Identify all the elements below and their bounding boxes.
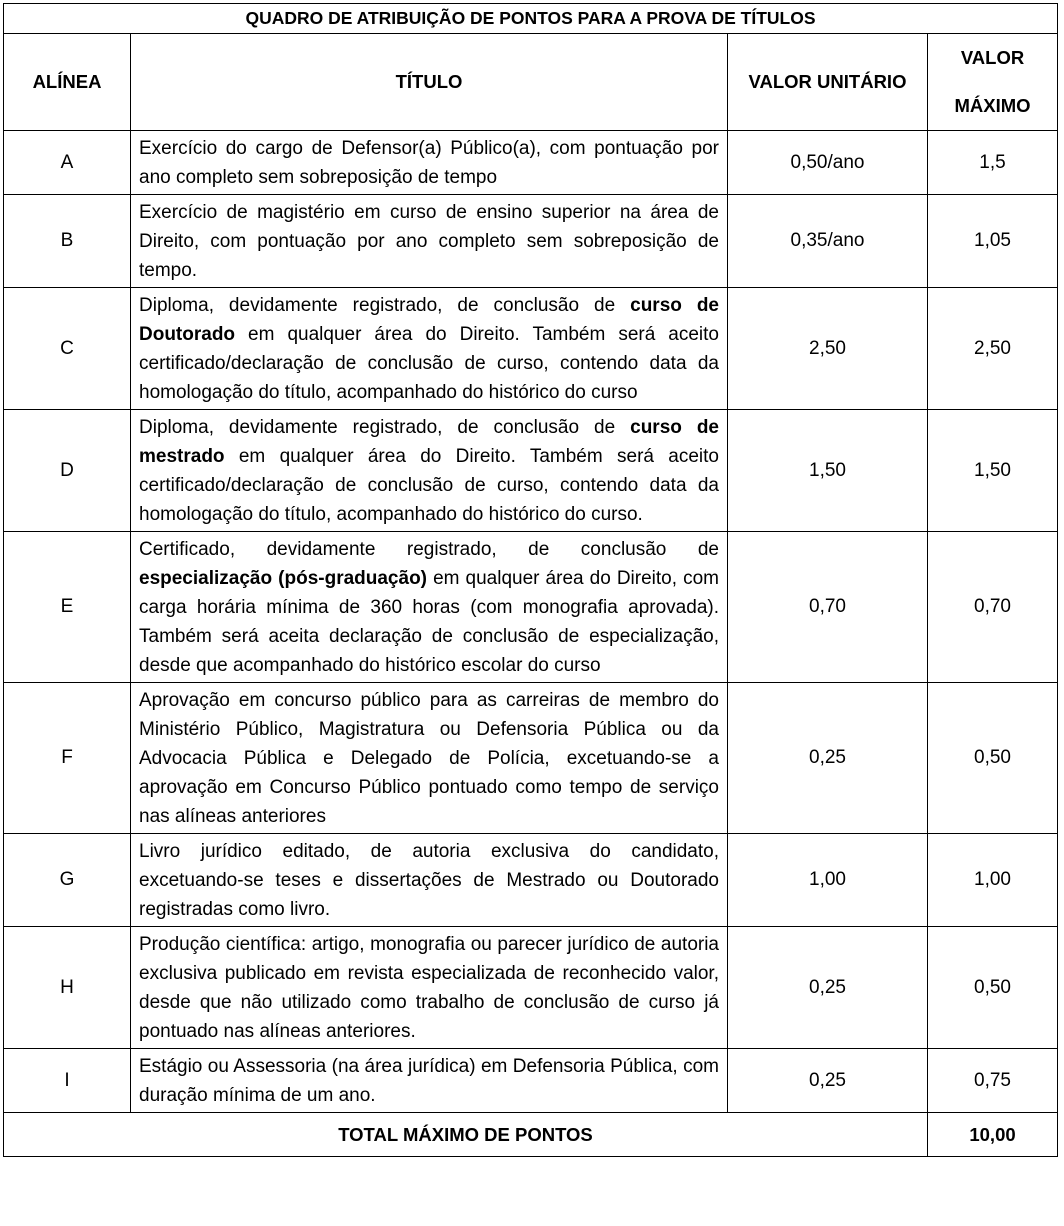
row-titulo-text: Diploma, devidamente registrado, de conclusão de: [139, 417, 631, 438]
table-row: [4, 195, 1058, 288]
row-titulo: [131, 927, 728, 1049]
table-row: [4, 131, 1058, 195]
table-row: [4, 288, 1058, 410]
row-valor-unitario: 0,25: [728, 927, 928, 1049]
total-label: TOTAL MÁXIMO DE PONTOS: [4, 1113, 928, 1157]
row-titulo-text: em qualquer área do Direito, com carga horária mínima de 360 horas (com monografia aprovada). Também será aceita declaração de conclusão de especialização, desde que acompanhado do histórico escolar do curso: [139, 568, 719, 676]
row-titulo-text: Exercício do cargo de Defensor(a) Público(a), com pontuação por ano completo sem sobreposição de tempo: [139, 138, 719, 188]
header-alinea: ALÍNEA: [4, 34, 131, 131]
points-table: [3, 3, 1058, 1157]
table-row: [4, 927, 1058, 1049]
row-valor-unitario: 1,00: [728, 834, 928, 927]
row-titulo-text: Livro jurídico editado, de autoria exclusiva do candidato, excetuando-se teses e dissertações de Mestrado ou Doutorado registradas como livro.: [139, 841, 719, 920]
table-row: [4, 834, 1058, 927]
row-titulo-text: Exercício de magistério em curso de ensino superior na área de Direito, com pontuação por ano completo sem sobreposição de tempo.: [139, 202, 719, 281]
row-titulo: [131, 195, 728, 288]
row-valor-unitario: 0,25: [728, 683, 928, 834]
row-valor-maximo: 1,5: [928, 131, 1058, 195]
table-row: [4, 410, 1058, 532]
row-valor-maximo: 0,50: [928, 927, 1058, 1049]
row-titulo-text: Aprovação em concurso público para as carreiras de membro do Ministério Público, Magistratura ou Defensoria Pública ou da Advocacia Pública e Delegado de Polícia, excetuando-se a aprovação em Concurso Público pontuado como tempo de serviço nas alíneas anteriores: [139, 690, 719, 827]
row-alinea: C: [4, 288, 131, 410]
table-header-row: [4, 34, 1058, 131]
row-valor-maximo: 2,50: [928, 288, 1058, 410]
row-valor-unitario: 0,25: [728, 1049, 928, 1113]
row-valor-maximo: 0,75: [928, 1049, 1058, 1113]
table-row: [4, 532, 1058, 683]
row-titulo: [131, 834, 728, 927]
header-valor-maximo: [928, 34, 1058, 131]
header-valor-maximo-line1: VALOR: [960, 47, 1025, 68]
header-valor-unitario: VALOR UNITÁRIO: [728, 34, 928, 131]
row-valor-unitario: 0,35/ano: [728, 195, 928, 288]
total-row: [4, 1113, 1058, 1157]
table-row: [4, 683, 1058, 834]
row-alinea: A: [4, 131, 131, 195]
row-titulo: [131, 131, 728, 195]
row-alinea: F: [4, 683, 131, 834]
row-valor-unitario: 2,50: [728, 288, 928, 410]
row-titulo-text: Estágio ou Assessoria (na área jurídica) em Defensoria Pública, com duração mínima de um ano.: [139, 1056, 719, 1106]
row-valor-unitario: 0,50/ano: [728, 131, 928, 195]
row-valor-maximo: 1,50: [928, 410, 1058, 532]
row-titulo-text: em qualquer área do Direito. Também será aceito certificado/declaração de conclusão de curso, contendo data da homologação do título, acompanhado do histórico do curso.: [139, 446, 719, 525]
total-value: 10,00: [928, 1113, 1058, 1157]
row-titulo-bold-text: curso de mestrado: [139, 417, 719, 467]
row-valor-unitario: 1,50: [728, 410, 928, 532]
row-titulo-text: em qualquer área do Direito. Também será aceito certificado/declaração de conclusão de curso, contendo data da homologação do título, acompanhado do histórico do curso: [139, 324, 719, 403]
row-valor-unitario: 0,70: [728, 532, 928, 683]
row-alinea: G: [4, 834, 131, 927]
header-titulo: TÍTULO: [131, 34, 728, 131]
row-titulo-text: Diploma, devidamente registrado, de conclusão de: [139, 295, 631, 316]
row-valor-maximo: 1,00: [928, 834, 1058, 927]
row-alinea: B: [4, 195, 131, 288]
row-alinea: E: [4, 532, 131, 683]
row-alinea: I: [4, 1049, 131, 1113]
row-titulo: [131, 410, 728, 532]
header-valor-maximo-line2: MÁXIMO: [954, 95, 1031, 116]
row-alinea: H: [4, 927, 131, 1049]
row-titulo-bold-text: especialização (pós-graduação): [139, 568, 427, 589]
table-title-row: [4, 4, 1058, 34]
row-titulo: [131, 1049, 728, 1113]
row-titulo: [131, 683, 728, 834]
row-titulo-text: Produção científica: artigo, monografia ou parecer jurídico de autoria exclusiva publicado em revista especializada de reconhecido valor, desde que não utilizado como trabalho de conclusão de curso já pontuado nas alíneas anteriores.: [139, 934, 719, 1042]
row-valor-maximo: 1,05: [928, 195, 1058, 288]
row-titulo-text: Certificado, devidamente registrado, de conclusão de: [139, 539, 719, 560]
points-table-body: [4, 4, 1058, 1157]
row-valor-maximo: 0,70: [928, 532, 1058, 683]
table-title: QUADRO DE ATRIBUIÇÃO DE PONTOS PARA A PROVA DE TÍTULOS: [4, 4, 1058, 34]
row-titulo: [131, 288, 728, 410]
row-alinea: D: [4, 410, 131, 532]
table-row: [4, 1049, 1058, 1113]
row-titulo-bold-text: curso de Doutorado: [139, 295, 719, 345]
row-titulo: [131, 532, 728, 683]
row-valor-maximo: 0,50: [928, 683, 1058, 834]
